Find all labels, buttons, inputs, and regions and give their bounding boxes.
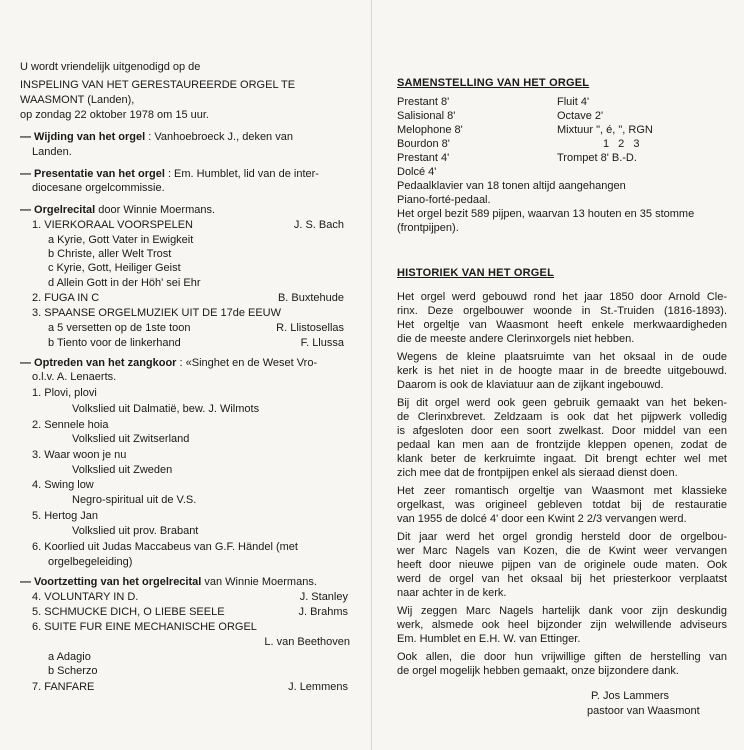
historiek-line: Dit jaar werd het orgel grondig hersteld door de orgelbou- (397, 531, 727, 543)
zangkoor-line (20, 356, 317, 371)
song-origin: Volkslied uit Zweden (72, 464, 173, 476)
recital2-line (20, 575, 317, 590)
historiek-line: Daarom is ook de klaviatuur aan de zijkant ingebouwd. (397, 379, 664, 391)
program-subitem: d Allein Gott in der Höh' sei Ehr (48, 277, 201, 289)
song-origin: Negro-spiritual uit de V.S. (72, 494, 197, 506)
invitation-date: op zondag 22 oktober 1978 om 15 uur. (20, 109, 209, 121)
stop-left: Prestant 4' (397, 152, 450, 164)
stop-right: Octave 2' (557, 110, 604, 122)
program-composer: R. Llistosellas (276, 322, 344, 334)
invitation-line: U wordt vriendelijk uitgenodigd op de (20, 61, 201, 73)
program-subitem: b Scherzo (48, 665, 98, 677)
program-item: 3. SPAANSE ORGELMUZIEK UIT DE 17de EEUW (32, 307, 281, 319)
song-origin: Volkslied uit prov. Brabant (72, 525, 199, 537)
song-item: 5. Hertog Jan (32, 510, 99, 522)
program-composer: B. Buxtehude (277, 292, 344, 304)
organ-info: (frontpijpen). (397, 222, 459, 234)
recital1-text: door Winnie Moermans. (95, 204, 216, 216)
invitation-place: WAASMONT (Landen), (20, 94, 135, 106)
program-subitem: c Kyrie, Gott, Heiliger Geist (48, 262, 181, 274)
recital1-label: — Orgelrecital (20, 204, 96, 216)
program-subitem: b Christe, aller Welt Trost (48, 248, 172, 260)
historiek-line: Bij dit orgel werd ook geen gebruik gemaakt van het beken- (397, 397, 727, 409)
wijding-line (20, 130, 293, 145)
organ-info: Het orgel bezit 589 pijpen, waarvan 13 houten en 35 stomme (397, 208, 695, 220)
recital1-line (20, 203, 215, 218)
program-composer: F. Llussa (300, 337, 344, 349)
program-composer: J. Brahms (298, 606, 348, 618)
stop-left: Dolcé 4' (397, 166, 437, 178)
song-item: 1. Plovi, plovi (32, 387, 97, 399)
song-origin: Volkslied uit Dalmatië, bew. J. Wilmots (72, 403, 260, 415)
historiek-line: kerk is het niet in de hoogte maar in de breedte uitgebouwd. (397, 365, 727, 377)
recital2-text: van Winnie Moermans. (201, 576, 317, 588)
program-item: 1. VIERKORAAL VOORSPELEN (32, 219, 193, 231)
program-item: 2. FUGA IN C (32, 292, 100, 304)
program-item: 7. FANFARE (32, 681, 95, 693)
historiek-line: Wegens de kleine plaatsruimte van het oksaal in de oude (397, 351, 727, 363)
song-item: 3. Waar woon je nu (32, 449, 127, 461)
program-composer: J. S. Bach (293, 219, 344, 231)
presentatie-text: : Em. Humblet, lid van de inter- (164, 168, 319, 180)
stop-right: Mixtuur ", é, ", RGN (557, 124, 653, 136)
historiek-line: die de meeste andere Clerinxorgels niet hebben. (397, 333, 635, 345)
stop-right: Fluit 4' (557, 96, 590, 108)
historiek-line: Het orgeltje van Waasmont heeft enkele merkwaardigheden (397, 319, 727, 331)
stop-left: Salisional 8' (397, 110, 456, 122)
historiek-line: pedaal kan men aan de frontzijde kleppen openen, zodat de (397, 439, 727, 451)
historiek-line: de orgel mogelijk hebben gemaakt, onze bijzondere dank. (397, 665, 679, 677)
historiek-line: Het zeer romantisch orgeltje van Waasmont met klassieke (397, 485, 727, 497)
historiek-line: heeft door nieuwe pijpen van de originele oude maten. Ook (397, 559, 727, 571)
historiek-line: klank beter de kerkruimte ingaat. Dit brengt echter wel met (397, 453, 727, 465)
signature-name: P. Jos Lammers (591, 690, 670, 702)
program-item: 6. SUITE FUR EINE MECHANISCHE ORGEL (32, 621, 257, 633)
historiek-line: zich mee dat de frontpijpen enkel als sieraad dienst doen. (397, 467, 678, 479)
program-subitem: a Adagio (48, 651, 91, 663)
presentatie-line (20, 167, 319, 182)
zangkoor-text-2: o.l.v. A. Lenaerts. (32, 371, 117, 383)
stop-left: Prestant 8' (397, 96, 450, 108)
fold-line (371, 0, 372, 750)
program-composer: J. Lemmens (288, 681, 348, 693)
historiek-line: Ook allen, die door hun vrijwillige giften de herstelling van (397, 651, 727, 663)
presentatie-label: — Presentatie van het orgel (20, 168, 165, 180)
program-composer: J. Stanley (299, 591, 348, 603)
organ-info: Piano-forté-pedaal. (397, 194, 491, 206)
historiek-line: van 1955 de dolcé 4' door een Kwint 2 2/3 vervangen werd. (397, 513, 687, 525)
program-subitem: a 5 versetten op de 1ste toon (48, 322, 191, 334)
program-subitem: b Tiento voor de linkerhand (48, 337, 181, 349)
samenstelling-heading: SAMENSTELLING VAN HET ORGEL (397, 77, 590, 89)
historiek-line: de Clerinxbrevet. Zeldzaam is ook dat het pijpwerk volledig (397, 411, 727, 423)
historiek-line: naar achter in de kerk. (397, 587, 507, 599)
historiek-line: Em. Humblet en E.H. W. van Ettinger. (397, 633, 581, 645)
signature-title: pastoor van Waasmont (587, 705, 700, 717)
historiek-line: is afgesloten door een soort zwelkast. Door middel van een (397, 425, 727, 437)
song-item: 2. Sennele hoia (32, 419, 109, 431)
historiek-line: Wij zeggen Marc Nagels hartelijk dank voor zijn deskundig (397, 605, 727, 617)
historiek-line: werk, alsmede ook heel bijzonder zijn welwillende adviseurs (397, 619, 727, 631)
program-subitem: a Kyrie, Gott Vater in Ewigkeit (48, 234, 194, 246)
historiek-line: orgelkast, was origineel gebleven totdat bij de restauratie (397, 499, 727, 511)
song-origin: orgelbegeleiding) (48, 556, 133, 568)
historiek-line: werd de orgel van het oksaal bij het priesterkoor verplaatst (397, 573, 727, 585)
stop-left: Bourdon 8' (397, 138, 450, 150)
recital2-label: — Voortzetting van het orgelrecital (20, 576, 202, 588)
organ-info: Pedaalklavier van 18 tonen altijd aangehangen (397, 180, 626, 192)
wijding-text-2: Landen. (32, 146, 72, 158)
song-origin: Volkslied uit Zwitserland (72, 433, 190, 445)
stop-left: Melophone 8' (397, 124, 463, 136)
historiek-line: rinx. Deze orgelbouwer woonde in St.-Truiden (1816-1893). (397, 305, 727, 317)
stop-right: 1 2 3 (603, 138, 643, 150)
zangkoor-label: — Optreden van het zangkoor (20, 357, 177, 369)
wijding-label: — Wijding van het orgel (20, 131, 146, 143)
program-item: 5. SCHMUCKE DICH, O LIEBE SEELE (32, 606, 225, 618)
historiek-line: Het orgel werd gebouwd rond het jaar 1850 door Arnold Cle- (397, 291, 727, 303)
song-item: 6. Koorlied uit Judas Maccabeus van G.F. Händel (met (32, 541, 298, 553)
wijding-text: : Vanhoebroeck J., deken van (145, 131, 293, 143)
song-item: 4. Swing low (32, 479, 94, 491)
historiek-line: wer Marc Nagels van Kozen, die de Kwint weer vervangen (397, 545, 727, 557)
zangkoor-text: : «Singhet en de Weset Vro- (176, 357, 318, 369)
presentatie-text-2: diocesane orgelcommissie. (32, 182, 165, 194)
program-item: 4. VOLUNTARY IN D. (32, 591, 139, 603)
program-composer: L. van Beethoven (264, 636, 350, 648)
stop-right: Trompet 8' B.-D. (557, 152, 637, 164)
historiek-heading: HISTORIEK VAN HET ORGEL (397, 267, 554, 279)
invitation-title: INSPELING VAN HET GERESTAUREERDE ORGEL TE (20, 79, 296, 91)
